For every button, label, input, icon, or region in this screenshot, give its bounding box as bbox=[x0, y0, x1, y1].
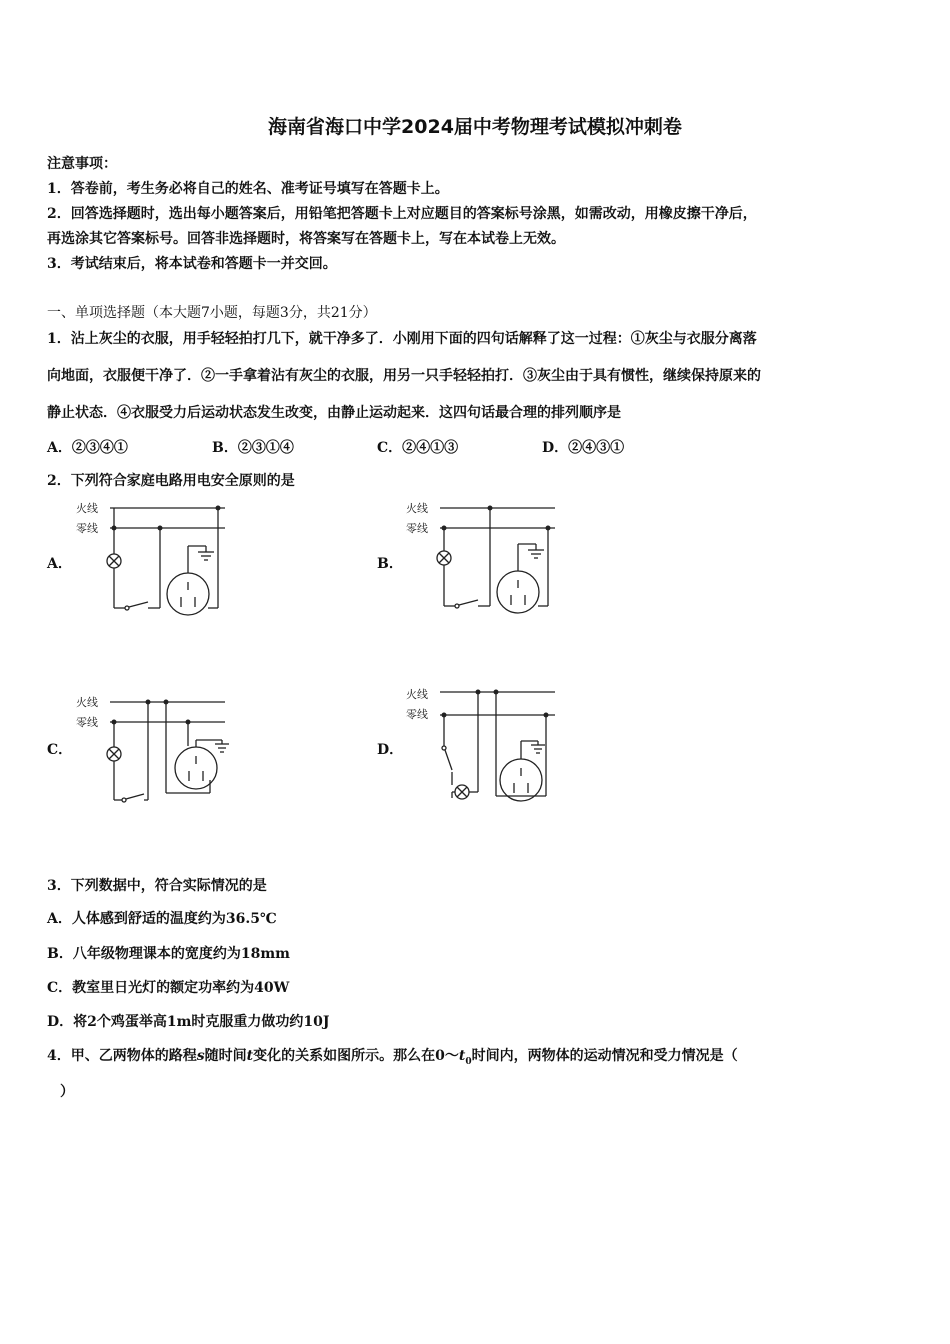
q4-var-s: s bbox=[196, 1048, 205, 1064]
notice-item-2: 2．回答选择题时，选出每小题答案后，用铅笔把答题卡上对应题目的答案标号涂黑，如需改动，用橡皮擦干净后， bbox=[47, 206, 757, 222]
neutral-wire-label: 零线 bbox=[406, 522, 428, 535]
q1-option-a: A．②③④① bbox=[47, 440, 128, 456]
q4-var-t0: t bbox=[458, 1048, 466, 1064]
q3-option-d: D．将2个鸡蛋举高1m时克服重力做功约10J bbox=[47, 1014, 330, 1030]
q2-label-b: B． bbox=[377, 556, 403, 572]
circuit-diagram-d bbox=[400, 684, 570, 809]
q4-text-4: 时间内，两物体的运动情况和受力情况是（ bbox=[471, 1048, 738, 1064]
q4-var-t0-sub: 0 bbox=[465, 1056, 472, 1067]
circuit-diagram-c bbox=[70, 690, 240, 815]
q1-line-3: 静止状态．④衣服受力后运动状态发生改变，由静止运动起来．这四句话最合理的排列顺序是 bbox=[47, 405, 621, 421]
neutral-wire-label: 零线 bbox=[76, 716, 98, 729]
q4-text-2: 随时间 bbox=[204, 1048, 247, 1064]
q4-text-3: 变化的关系如图所示。那么在0～ bbox=[253, 1048, 459, 1064]
q2-label-d: D． bbox=[377, 742, 404, 758]
notice-heading: 注意事项： bbox=[47, 156, 117, 172]
q3-option-c: C．教室里日光灯的额定功率约为40W bbox=[47, 980, 290, 996]
q2-label-c: C． bbox=[47, 742, 73, 758]
q1-option-d: D．②④③① bbox=[542, 440, 625, 456]
q3-option-b: B．八年级物理课本的宽度约为18mm bbox=[47, 946, 290, 962]
circuit-diagram-a bbox=[70, 496, 240, 626]
q4-close-paren: ） bbox=[60, 1084, 74, 1100]
q3-stem: 3．下列数据中，符合实际情况的是 bbox=[47, 878, 267, 894]
live-wire-label: 火线 bbox=[406, 688, 428, 701]
neutral-wire-label: 零线 bbox=[406, 708, 428, 721]
q1-option-c: C．②④①③ bbox=[377, 440, 459, 456]
live-wire-label: 火线 bbox=[76, 502, 98, 515]
notice-item-1: 1．答卷前，考生务必将自己的姓名、准考证号填写在答题卡上。 bbox=[47, 181, 449, 197]
section-heading: 一、单项选择题（本大题7小题，每题3分，共21分） bbox=[47, 305, 377, 321]
q4-var-t: t bbox=[246, 1048, 254, 1064]
q1-option-b: B．②③①④ bbox=[212, 440, 294, 456]
q2-label-a: A． bbox=[47, 556, 72, 572]
notice-item-3: 3．考试结束后，将本试卷和答题卡一并交回。 bbox=[47, 256, 337, 272]
neutral-wire-label: 零线 bbox=[76, 522, 98, 535]
q1-line-2: 向地面，衣服便干净了．②一手拿着沾有灰尘的衣服，用另一只手轻轻拍打．③灰尘由于具有惯性，继续保持原来的 bbox=[47, 368, 761, 384]
q4-stem bbox=[47, 1045, 738, 1067]
q4-text-1: 4．甲、乙两物体的路程 bbox=[47, 1048, 197, 1064]
page-title: 海南省海口中学2024届中考物理考试模拟冲刺卷 bbox=[268, 116, 682, 138]
live-wire-label: 火线 bbox=[406, 502, 428, 515]
q1-line-1: 1．沾上灰尘的衣服，用手轻轻拍打几下，就干净多了．小刚用下面的四句话解释了这一过程：①灰尘与衣服分离落 bbox=[47, 331, 757, 347]
q3-option-a: A．人体感到舒适的温度约为36.5℃ bbox=[47, 911, 277, 927]
live-wire-label: 火线 bbox=[76, 696, 98, 709]
notice-item-2-cont: 再选涂其它答案标号。回答非选择题时，将答案写在答题卡上，写在本试卷上无效。 bbox=[47, 231, 565, 247]
circuit-diagram-b bbox=[400, 496, 570, 626]
q2-stem: 2．下列符合家庭电路用电安全原则的是 bbox=[47, 473, 295, 489]
